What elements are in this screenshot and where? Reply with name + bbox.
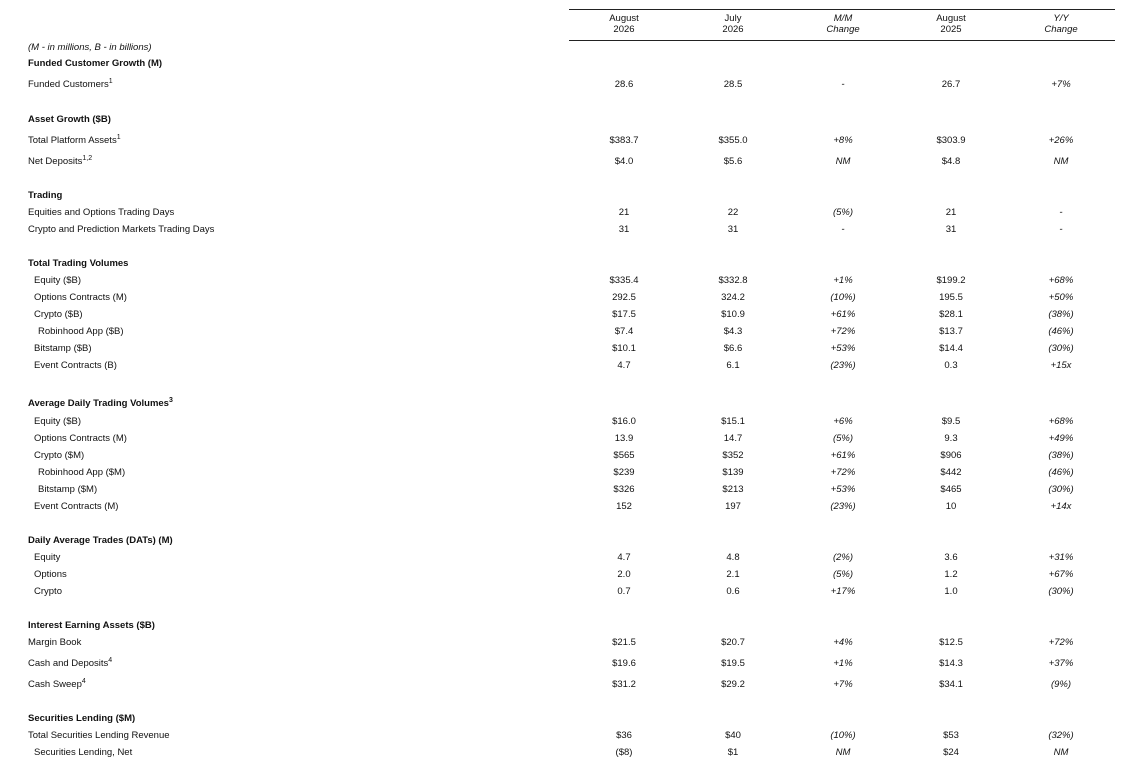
value-cell: $31.2 [612,679,636,690]
value-cell: +50% [1048,292,1074,303]
value-cell: 28.6 [614,79,634,90]
table-row [0,360,1141,377]
value-cell: $4.8 [941,156,961,167]
row-label: Options [34,569,67,580]
table-row [0,730,1141,747]
section-header-row [0,114,1141,131]
value-cell: $10.1 [612,343,636,354]
value-cell: (10%) [830,730,856,741]
row-label: Crypto ($B) [34,309,83,320]
table-row [0,637,1141,654]
value-cell: +14x [1050,501,1072,512]
section-title: Daily Average Trades (DATs) (M) [28,535,173,546]
value-cell: 1.2 [944,569,958,580]
value-cell: +17% [830,586,856,597]
row-label: Equity ($B) [34,275,81,286]
value-cell: 31 [618,224,630,235]
table-row [0,309,1141,326]
col-header-aug-2026: August 2026 [609,13,639,35]
value-cell: $565 [613,450,635,461]
row-label: Bitstamp ($B) [34,343,92,354]
value-cell: $6.6 [723,343,743,354]
value-cell: 4.8 [726,552,740,563]
value-cell: $53 [943,730,959,741]
value-cell: 195.5 [939,292,963,303]
value-cell: +7% [833,679,853,690]
footnote-marker: 1 [108,78,113,85]
value-cell: $15.1 [721,416,745,427]
value-cell: $12.5 [939,637,963,648]
units-note: (M - in millions, B - in billions) [28,42,152,53]
value-cell: $14.3 [939,658,963,669]
value-cell: (46%) [1048,326,1074,337]
value-cell: (30%) [1048,343,1074,354]
table-row [0,484,1141,501]
value-cell: $19.6 [612,658,636,669]
section-header-row [0,398,1141,415]
value-cell: $7.4 [614,326,634,337]
value-cell: +68% [1048,275,1074,286]
value-cell: $355.0 [718,135,748,146]
value-cell: (2%) [832,552,854,563]
value-cell: $24 [943,747,959,758]
value-cell: 0.6 [726,586,740,597]
row-label: Margin Book [28,637,82,648]
value-cell: $13.7 [939,326,963,337]
value-cell: +6% [833,416,853,427]
section-title: Average Daily Trading Volumes$^3$ [28,397,173,409]
value-cell: $442 [940,467,962,478]
table-header [569,9,1115,41]
value-cell: NM [835,747,851,758]
value-cell: 21 [618,207,630,218]
row-label: Event Contracts (B) [34,360,117,371]
value-cell: $213 [722,484,744,495]
value-cell: $303.9 [936,135,966,146]
value-cell: +49% [1048,433,1074,444]
value-cell: +1% [833,275,853,286]
row-label: Options Contracts (M) [34,433,127,444]
value-cell: 292.5 [612,292,636,303]
value-cell: $352 [722,450,744,461]
value-cell: 21 [945,207,957,218]
value-cell: $139 [722,467,744,478]
footnote-marker: 4 [108,657,113,664]
section-header-row [0,713,1141,730]
value-cell: +72% [830,326,856,337]
value-cell: +37% [1048,658,1074,669]
table-row [0,207,1141,224]
value-cell: 28.5 [723,79,743,90]
row-label: Robinhood App ($M) [38,467,126,478]
value-cell: - [1059,224,1063,235]
value-cell: ($8) [615,747,633,758]
value-cell: 6.1 [726,360,740,371]
table-row [0,552,1141,569]
table-row [0,569,1141,586]
value-cell: +72% [1048,637,1074,648]
row-label: Crypto [34,586,62,597]
value-cell: $34.1 [939,679,963,690]
value-cell: 4.7 [617,552,631,563]
table-row [0,135,1141,152]
section-title: Asset Growth ($B) [28,114,111,125]
value-cell: $5.6 [723,156,743,167]
value-cell: +68% [1048,416,1074,427]
value-cell: $335.4 [609,275,639,286]
section-header-row [0,190,1141,207]
value-cell: $10.9 [721,309,745,320]
row-label: Net Deposits$^{1,2}$ [28,155,93,167]
value-cell: 3.6 [944,552,958,563]
value-cell: (5%) [832,569,854,580]
row-label: Bitstamp ($M) [38,484,98,495]
value-cell: (23%) [830,360,856,371]
table-row [0,326,1141,343]
value-cell: +53% [830,343,856,354]
value-cell: +7% [1051,79,1071,90]
value-cell: $239 [613,467,635,478]
value-cell: $1 [727,747,739,758]
row-label: Cash Sweep$^4$ [28,678,86,690]
row-label: Robinhood App ($B) [38,326,124,337]
value-cell: (9%) [1050,679,1072,690]
value-cell: +4% [833,637,853,648]
col-header-yy-change: Y/Y Change [1044,13,1078,35]
value-cell: 0.7 [617,586,631,597]
value-cell: (10%) [830,292,856,303]
value-cell: $17.5 [612,309,636,320]
table-row [0,747,1141,764]
value-cell: 197 [725,501,741,512]
row-label: Equity ($B) [34,416,81,427]
value-cell: +31% [1048,552,1074,563]
value-cell: (5%) [832,207,854,218]
section-header-row [0,620,1141,637]
table-row [0,275,1141,292]
value-cell: $29.2 [721,679,745,690]
row-label: Cash and Deposits$^4$ [28,657,113,669]
value-cell: 2.1 [726,569,740,580]
section-title: Total Trading Volumes [28,258,129,269]
value-cell: $40 [725,730,741,741]
value-cell: +15x [1050,360,1072,371]
value-cell: 0.3 [944,360,958,371]
section-header-row [0,258,1141,275]
footnote-marker: 1 [116,134,121,141]
section-header-row [0,58,1141,75]
footnote-marker: 1,2 [82,155,93,162]
value-cell: $16.0 [612,416,636,427]
table-row [0,433,1141,450]
value-cell: 22 [727,207,739,218]
value-cell: 9.3 [944,433,958,444]
value-cell: (38%) [1048,309,1074,320]
value-cell: $19.5 [721,658,745,669]
value-cell: 10 [945,501,957,512]
value-cell: $4.0 [614,156,634,167]
section-title: Trading [28,190,63,201]
table-row [0,224,1141,241]
row-label: Options Contracts (M) [34,292,127,303]
value-cell: +72% [830,467,856,478]
value-cell: +1% [833,658,853,669]
value-cell: (30%) [1048,484,1074,495]
row-label: Total Securities Lending Revenue [28,730,170,741]
value-cell: +26% [1048,135,1074,146]
row-label: Equities and Options Trading Days [28,207,175,218]
footnote-marker: 3 [168,397,173,404]
value-cell: $9.5 [941,416,961,427]
table-row [0,679,1141,696]
footnote-marker: 4 [81,678,86,685]
value-cell: 2.0 [617,569,631,580]
value-cell: +67% [1048,569,1074,580]
value-cell: $20.7 [721,637,745,648]
table-row [0,658,1141,675]
value-cell: +53% [830,484,856,495]
value-cell: 26.7 [941,79,961,90]
value-cell: NM [1053,747,1069,758]
value-cell: +8% [833,135,853,146]
value-cell: (30%) [1048,586,1074,597]
value-cell: (32%) [1048,730,1074,741]
section-title: Securities Lending ($M) [28,713,136,724]
table-row [0,343,1141,360]
row-label: Equity [34,552,61,563]
value-cell: 31 [945,224,957,235]
value-cell: $383.7 [609,135,639,146]
row-label: Crypto and Prediction Markets Trading Days [28,224,215,235]
row-label: Funded Customers$^1$ [28,78,113,90]
value-cell: $36 [616,730,632,741]
value-cell: NM [1053,156,1069,167]
table-row [0,156,1141,173]
value-cell: $906 [940,450,962,461]
row-label: Crypto ($M) [34,450,85,461]
value-cell: $21.5 [612,637,636,648]
value-cell: +61% [830,450,856,461]
value-cell: 1.0 [944,586,958,597]
col-header-mm-change: M/M Change [826,13,860,35]
value-cell: $4.3 [723,326,743,337]
value-cell: - [841,79,845,90]
value-cell: (46%) [1048,467,1074,478]
value-cell: (38%) [1048,450,1074,461]
value-cell: (5%) [832,433,854,444]
table-row [0,292,1141,309]
table-row [0,79,1141,96]
value-cell: 324.2 [721,292,745,303]
value-cell: (23%) [830,501,856,512]
value-cell: $332.8 [718,275,748,286]
row-label: Event Contracts (M) [34,501,119,512]
row-label: Total Platform Assets$^1$ [28,134,121,146]
value-cell: +61% [830,309,856,320]
value-cell: - [1059,207,1063,218]
col-header-aug-2025: August 2025 [936,13,966,35]
value-cell: $14.4 [939,343,963,354]
value-cell: 152 [616,501,632,512]
value-cell: 31 [727,224,739,235]
section-title: Funded Customer Growth (M) [28,58,163,69]
value-cell: 13.9 [614,433,634,444]
value-cell: $465 [940,484,962,495]
value-cell: $28.1 [939,309,963,320]
table-row [0,586,1141,603]
value-cell: 4.7 [617,360,631,371]
table-row [0,416,1141,433]
table-row [0,501,1141,518]
value-cell: NM [835,156,851,167]
value-cell: - [841,224,845,235]
table-row [0,450,1141,467]
value-cell: 14.7 [723,433,743,444]
col-header-jul-2026: July 2026 [722,13,744,35]
row-label: Securities Lending, Net [34,747,133,758]
value-cell: $326 [613,484,635,495]
value-cell: $199.2 [936,275,966,286]
section-header-row [0,535,1141,552]
section-title: Interest Earning Assets ($B) [28,620,155,631]
table-row [0,467,1141,484]
